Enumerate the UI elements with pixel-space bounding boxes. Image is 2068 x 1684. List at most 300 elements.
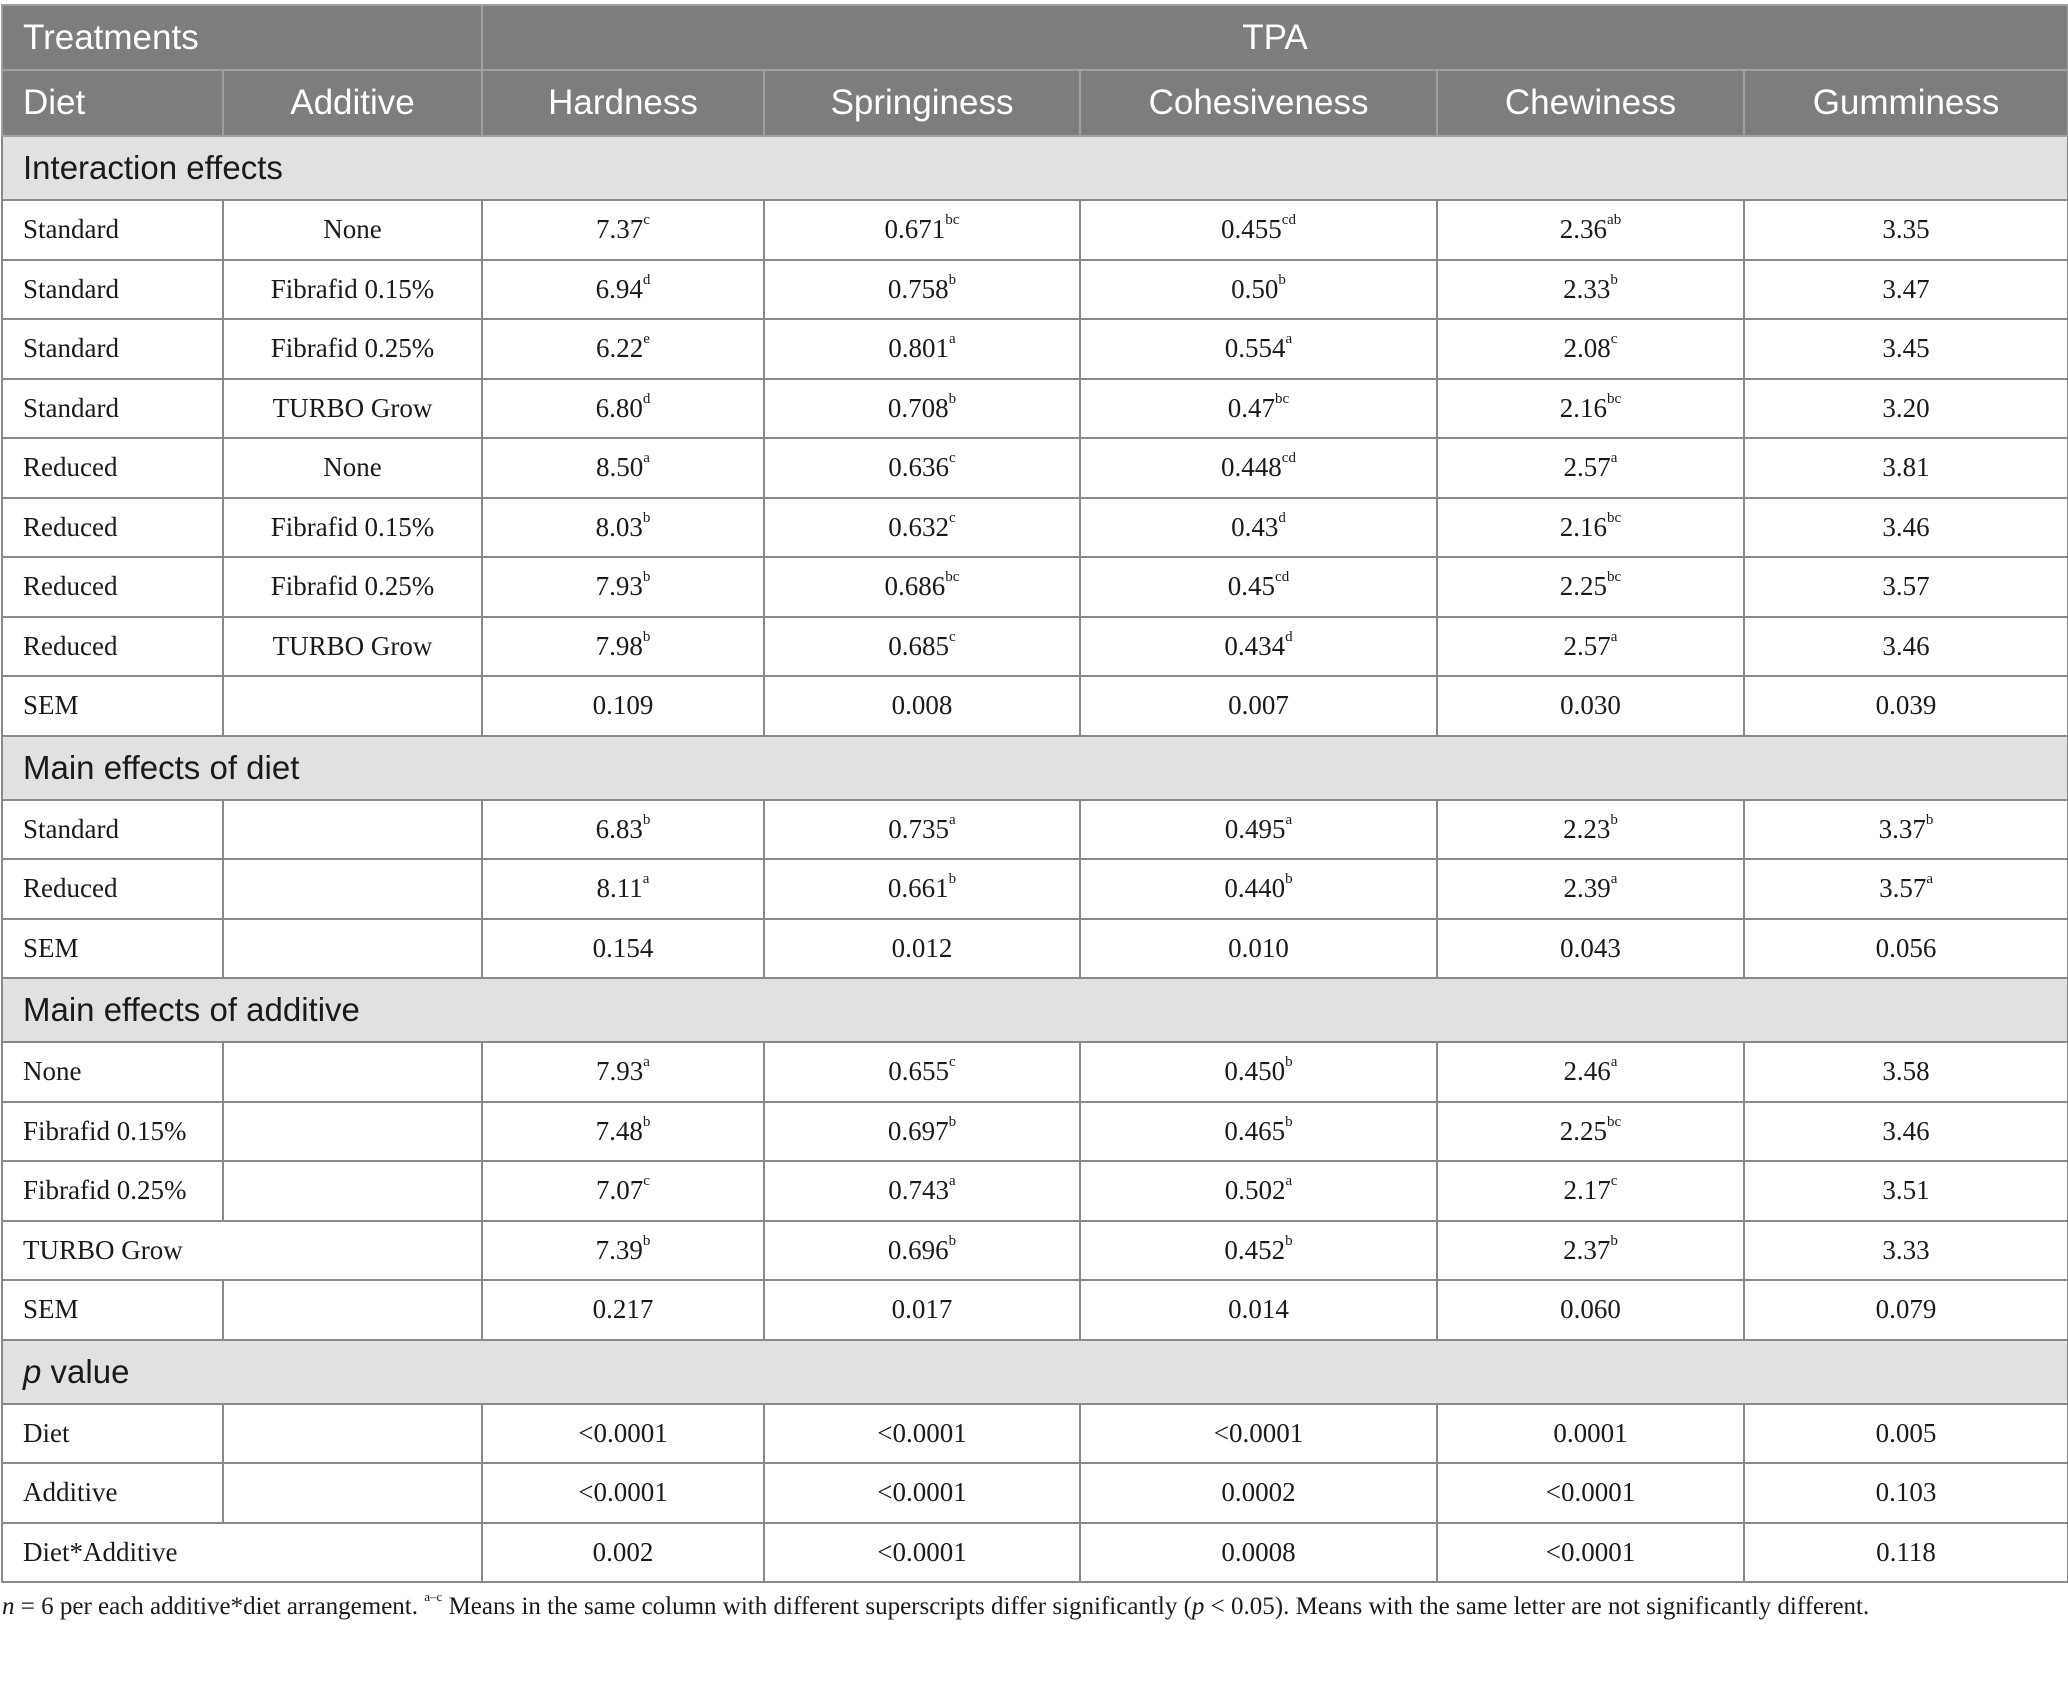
value-cell [1744, 438, 2068, 498]
additive-cell [223, 1463, 482, 1523]
additive-cell: TURBO Grow [223, 617, 482, 677]
cell-value: 0.743 [888, 1175, 950, 1206]
cell-value: 3.45 [1882, 333, 1930, 364]
significance-superscript: bc [1607, 390, 1622, 407]
significance-superscript: d [1278, 509, 1286, 526]
cell-value: 0.45 [1227, 571, 1276, 602]
value-cell [764, 1221, 1080, 1281]
significance-superscript: b [948, 871, 957, 888]
row-label: Additive [2, 1463, 223, 1523]
significance-superscript: b [1610, 1232, 1618, 1249]
value-cell [764, 200, 1080, 260]
value-cell [482, 438, 764, 498]
significance-superscript: d [642, 390, 651, 407]
column-header-cohesiveness: Cohesiveness [1080, 70, 1437, 136]
cell-value: 7.93 [595, 571, 643, 602]
table-row [2, 438, 2068, 498]
cell-value: 3.46 [1882, 1115, 1930, 1146]
cell-value: 2.08 [1563, 333, 1611, 364]
value-cell [1437, 1404, 1744, 1464]
cell-value: 0.039 [1875, 690, 1937, 721]
cell-value: 0.005 [1875, 1417, 1937, 1448]
row-label: Fibrafid 0.15% [2, 1102, 223, 1162]
cell-value: 0.686 [884, 571, 946, 602]
cell-value: 3.47 [1882, 273, 1930, 304]
value-cell [1080, 676, 1437, 736]
additive-cell: TURBO Grow [223, 379, 482, 439]
value-cell [1744, 1404, 2068, 1464]
table-row [2, 260, 2068, 320]
column-header-gumminess: Gumminess [1744, 70, 2068, 136]
value-cell [764, 859, 1080, 919]
value-cell [764, 617, 1080, 677]
table-row [2, 919, 2068, 979]
row-label: Standard [2, 379, 223, 439]
value-cell [764, 1102, 1080, 1162]
footnote-part2: Means in the same column with different superscripts differ significantly ( [442, 1593, 1192, 1620]
value-cell [764, 438, 1080, 498]
significance-superscript: c [643, 212, 650, 229]
additive-cell: Fibrafid 0.25% [223, 319, 482, 379]
cell-value: 0.758 [887, 273, 949, 304]
value-cell [1437, 1102, 1744, 1162]
table-row [2, 859, 2068, 919]
significance-superscript: b [642, 569, 651, 586]
significance-superscript: a [1926, 871, 1933, 888]
value-cell [1080, 919, 1437, 979]
significance-superscript: bc [1275, 390, 1290, 407]
value-cell [1437, 1042, 1744, 1102]
additive-cell [223, 1042, 482, 1102]
cell-value: 0.697 [887, 1115, 949, 1146]
column-header-chewiness: Chewiness [1437, 70, 1744, 136]
cell-value: 0.450 [1224, 1056, 1286, 1087]
significance-superscript: c [643, 1173, 650, 1190]
cell-value: 3.35 [1882, 214, 1930, 245]
cell-value: <0.0001 [578, 1477, 668, 1508]
value-cell [764, 379, 1080, 439]
cell-value: 0.118 [1876, 1536, 1936, 1567]
significance-superscript: d [642, 271, 651, 288]
additive-cell: Fibrafid 0.15% [223, 498, 482, 558]
value-cell [482, 1280, 764, 1340]
footnote-part3: < 0.05). Means with the same letter are not significantly different. [1204, 1593, 1870, 1620]
cell-value: 0.43 [1231, 511, 1279, 542]
cell-value: 0.079 [1875, 1294, 1937, 1325]
additive-cell [223, 1280, 482, 1340]
value-cell [1744, 1463, 2068, 1523]
significance-superscript: a [1610, 871, 1618, 888]
cell-value: 6.94 [595, 273, 643, 304]
cell-value: 3.57 [1882, 571, 1930, 602]
cell-value: 2.16 [1559, 511, 1608, 542]
value-cell [1437, 260, 1744, 320]
row-label: Reduced [2, 617, 223, 677]
value-cell [1080, 1042, 1437, 1102]
significance-superscript: b [1278, 271, 1286, 288]
section-title [2, 136, 2068, 200]
significance-superscript: bc [1607, 569, 1622, 586]
cell-value: 2.57 [1563, 452, 1611, 483]
value-cell [1080, 1523, 1437, 1583]
value-cell [482, 1463, 764, 1523]
value-cell [764, 676, 1080, 736]
significance-superscript: a [1285, 1173, 1293, 1190]
row-label: None [2, 1042, 223, 1102]
cell-value: <0.0001 [877, 1477, 967, 1508]
cell-value: 6.22 [596, 333, 644, 364]
value-cell [1080, 379, 1437, 439]
cell-value: 0.50 [1231, 273, 1279, 304]
significance-superscript: b [948, 390, 957, 407]
significance-superscript: e [643, 331, 650, 348]
table-row [2, 800, 2068, 860]
cell-value: 0.636 [888, 452, 950, 483]
cell-value: 0.735 [888, 813, 950, 844]
value-cell [1080, 557, 1437, 617]
value-cell [764, 1280, 1080, 1340]
section-header-row [2, 1340, 2068, 1404]
value-cell [1437, 200, 1744, 260]
additive-cell [223, 1161, 482, 1221]
cell-value: 2.25 [1559, 1115, 1608, 1146]
tpa-results-table [1, 4, 2068, 1583]
cell-value: 0.109 [592, 690, 654, 721]
row-label: Fibrafid 0.25% [2, 1161, 223, 1221]
additive-cell: Fibrafid 0.25% [223, 557, 482, 617]
significance-superscript: a [643, 450, 650, 467]
value-cell [1080, 1161, 1437, 1221]
table-row [2, 1102, 2068, 1162]
significance-superscript: c [949, 1054, 956, 1071]
significance-superscript: c [1610, 331, 1618, 348]
cell-value: 3.46 [1882, 511, 1930, 542]
table-row [2, 1404, 2068, 1464]
value-cell [1080, 859, 1437, 919]
value-cell [764, 498, 1080, 558]
row-label: SEM [2, 1280, 223, 1340]
significance-superscript: b [642, 811, 651, 828]
value-cell [1080, 1221, 1437, 1281]
cell-value: 0.440 [1224, 873, 1286, 904]
value-cell [1080, 1102, 1437, 1162]
cell-value: <0.0001 [578, 1417, 668, 1448]
cell-value: 0.661 [887, 873, 949, 904]
value-cell [1080, 617, 1437, 677]
value-cell [1080, 498, 1437, 558]
significance-superscript: cd [1275, 569, 1290, 586]
cell-value: 3.37 [1878, 813, 1926, 844]
section-header-row [2, 136, 2068, 200]
significance-superscript: b [1285, 1232, 1293, 1249]
row-label: Reduced [2, 498, 223, 558]
value-cell [1080, 1463, 1437, 1523]
cell-value: 0.554 [1224, 333, 1286, 364]
value-cell [1437, 1463, 1744, 1523]
value-cell [482, 379, 764, 439]
additive-cell [223, 859, 482, 919]
table-row [2, 676, 2068, 736]
cell-value: 0.448 [1221, 452, 1282, 483]
cell-value: 0.696 [887, 1234, 949, 1265]
row-label: Reduced [2, 438, 223, 498]
cell-value: 3.57 [1879, 873, 1927, 904]
significance-superscript: a [1610, 450, 1618, 467]
additive-cell: Fibrafid 0.15% [223, 260, 482, 320]
value-cell [1744, 919, 2068, 979]
row-label: SEM [2, 676, 223, 736]
significance-superscript: b [1610, 811, 1618, 828]
footnote-n: n [2, 1593, 15, 1620]
additive-cell: None [223, 200, 482, 260]
value-cell [482, 676, 764, 736]
cell-value: 7.93 [596, 1056, 644, 1087]
cell-value: 7.39 [595, 1234, 643, 1265]
value-cell [1437, 379, 1744, 439]
significance-superscript: a [949, 331, 956, 348]
table-row [2, 498, 2068, 558]
cell-value: 0.0008 [1221, 1536, 1296, 1567]
value-cell [1437, 919, 1744, 979]
section-title-text: Main effects of diet [23, 748, 300, 786]
cell-value: 3.20 [1882, 392, 1930, 423]
value-cell [482, 498, 764, 558]
row-label: Standard [2, 200, 223, 260]
cell-value: 7.48 [595, 1115, 643, 1146]
column-header-diet: Diet [2, 70, 223, 136]
cell-value: 0.0001 [1553, 1417, 1628, 1448]
table-row [2, 1280, 2068, 1340]
significance-superscript: b [1610, 271, 1618, 288]
significance-superscript: b [1925, 811, 1934, 828]
row-label: Diet*Additive [2, 1523, 482, 1583]
value-cell [482, 1523, 764, 1583]
cell-value: 8.50 [596, 452, 644, 483]
value-cell [1744, 859, 2068, 919]
significance-superscript: b [948, 1113, 957, 1130]
significance-superscript: b [1285, 1054, 1293, 1071]
additive-cell [223, 919, 482, 979]
significance-superscript: b [642, 1232, 651, 1249]
section-header-row [2, 736, 2068, 800]
value-cell [1744, 200, 2068, 260]
cell-value: <0.0001 [1545, 1477, 1636, 1508]
cell-value: 8.11 [596, 873, 643, 904]
section-title-text: Main effects of additive [23, 991, 360, 1028]
cell-value: 0.632 [888, 511, 950, 542]
cell-value: 0.103 [1875, 1477, 1937, 1508]
value-cell [482, 200, 764, 260]
value-cell [482, 800, 764, 860]
significance-superscript: bc [1607, 509, 1622, 526]
value-cell [482, 557, 764, 617]
cell-value: 0.017 [891, 1294, 953, 1325]
cell-value: 3.51 [1882, 1175, 1930, 1206]
table-row [2, 1463, 2068, 1523]
significance-superscript: b [948, 271, 957, 288]
significance-superscript: d [1285, 628, 1293, 645]
cell-value: 3.58 [1882, 1056, 1930, 1087]
significance-superscript: a [949, 811, 956, 828]
value-cell [1744, 676, 2068, 736]
cell-value: 0.007 [1228, 690, 1289, 721]
cell-value: 0.655 [888, 1056, 950, 1087]
cell-value: 0.708 [887, 392, 949, 423]
additive-cell [223, 800, 482, 860]
value-cell [482, 919, 764, 979]
value-cell [1744, 379, 2068, 439]
section-title [2, 978, 2068, 1042]
significance-superscript: a [1610, 1054, 1618, 1071]
value-cell [764, 1161, 1080, 1221]
significance-superscript: cd [1281, 212, 1296, 229]
value-cell [1080, 200, 1437, 260]
value-cell [764, 1463, 1080, 1523]
cell-value: 0.008 [891, 690, 953, 721]
value-cell [764, 1523, 1080, 1583]
cell-value: 0.217 [592, 1294, 654, 1325]
cell-value: 0.495 [1224, 813, 1286, 844]
value-cell [1744, 1280, 2068, 1340]
cell-value: 2.23 [1563, 813, 1611, 844]
additive-cell [223, 1102, 482, 1162]
cell-value: 0.801 [888, 333, 950, 364]
cell-value: 0.685 [888, 630, 950, 661]
column-header-additive: Additive [223, 70, 482, 136]
row-label: Reduced [2, 859, 223, 919]
cell-value: 0.465 [1224, 1115, 1286, 1146]
cell-value: 3.46 [1882, 630, 1930, 661]
row-label: Standard [2, 319, 223, 379]
value-cell [1437, 1523, 1744, 1583]
significance-superscript: b [1285, 1113, 1293, 1130]
value-cell [764, 1404, 1080, 1464]
table-row [2, 1221, 2068, 1281]
table-row [2, 1161, 2068, 1221]
cell-value: 2.36 [1559, 214, 1608, 245]
cell-value: 0.0002 [1221, 1477, 1296, 1508]
value-cell [1080, 1404, 1437, 1464]
significance-superscript: c [1610, 1173, 1618, 1190]
footnote-part1: = 6 per each additive*diet arrangement. [14, 1593, 425, 1620]
value-cell [1437, 1221, 1744, 1281]
significance-superscript: bc [945, 569, 960, 586]
value-cell [764, 800, 1080, 860]
section-title-text: Interaction effects [23, 149, 283, 186]
value-cell [1744, 319, 2068, 379]
significance-superscript: a [643, 1054, 650, 1071]
value-cell [1744, 498, 2068, 558]
cell-value: 0.010 [1228, 932, 1289, 963]
cell-value: 2.37 [1563, 1234, 1611, 1265]
cell-value: 0.014 [1228, 1294, 1289, 1325]
significance-superscript: c [949, 628, 956, 645]
value-cell [482, 617, 764, 677]
cell-value: 6.80 [595, 392, 643, 423]
section-title-text: value [41, 1352, 130, 1390]
cell-value: 7.98 [595, 630, 643, 661]
cell-value: 2.17 [1563, 1175, 1611, 1206]
value-cell [1437, 498, 1744, 558]
table-row [2, 1523, 2068, 1583]
section-title [2, 1340, 2068, 1404]
significance-superscript: bc [945, 212, 960, 229]
cell-value: 0.060 [1560, 1294, 1621, 1325]
cell-value: 2.25 [1559, 571, 1608, 602]
column-header-springiness: Springiness [764, 70, 1080, 136]
cell-value: <0.0001 [1545, 1536, 1636, 1567]
cell-value: <0.0001 [877, 1536, 967, 1567]
value-cell [482, 319, 764, 379]
value-cell [1080, 438, 1437, 498]
section-title-italic: p [23, 1352, 42, 1390]
value-cell [1437, 617, 1744, 677]
value-cell [1080, 260, 1437, 320]
cell-value: 0.056 [1875, 932, 1937, 963]
cell-value: 0.154 [592, 932, 654, 963]
header-row-groups [2, 5, 2068, 70]
significance-superscript: a [642, 871, 650, 888]
table-row [2, 617, 2068, 677]
cell-value: 6.83 [595, 813, 643, 844]
tpa-header: TPA [482, 5, 2068, 70]
value-cell [1744, 1523, 2068, 1583]
cell-value: 8.03 [595, 511, 643, 542]
value-cell [1437, 1280, 1744, 1340]
cell-value: 2.57 [1563, 630, 1611, 661]
value-cell [1744, 800, 2068, 860]
row-label: Standard [2, 800, 223, 860]
significance-superscript: ab [1607, 212, 1622, 229]
cell-value: 0.002 [592, 1536, 654, 1567]
value-cell [764, 919, 1080, 979]
cell-value: 2.33 [1563, 273, 1611, 304]
value-cell [482, 1161, 764, 1221]
value-cell [482, 1042, 764, 1102]
value-cell [1437, 800, 1744, 860]
cell-value: <0.0001 [877, 1417, 967, 1448]
value-cell [764, 1042, 1080, 1102]
value-cell [1744, 1161, 2068, 1221]
value-cell [1744, 617, 2068, 677]
value-cell [1437, 676, 1744, 736]
additive-cell [223, 1404, 482, 1464]
additive-cell: None [223, 438, 482, 498]
value-cell [1744, 1102, 2068, 1162]
table-row [2, 379, 2068, 439]
table-row [2, 200, 2068, 260]
cell-value: 0.452 [1224, 1234, 1286, 1265]
significance-superscript: a [1610, 628, 1618, 645]
section-title [2, 736, 2068, 800]
significance-superscript: b [642, 1113, 651, 1130]
significance-superscript: b [642, 628, 651, 645]
value-cell [764, 260, 1080, 320]
footnote-p: p [1191, 1593, 1205, 1620]
value-cell [1437, 438, 1744, 498]
cell-value: 3.33 [1882, 1234, 1930, 1265]
value-cell [482, 260, 764, 320]
table-row [2, 319, 2068, 379]
cell-value: 0.47 [1227, 392, 1276, 423]
significance-superscript: a [949, 1173, 956, 1190]
value-cell [1437, 557, 1744, 617]
cell-value: 0.434 [1224, 630, 1286, 661]
significance-superscript: b [1285, 871, 1293, 888]
cell-value: 0.502 [1224, 1175, 1286, 1206]
column-header-hardness: Hardness [482, 70, 764, 136]
cell-value: 7.37 [596, 214, 644, 245]
